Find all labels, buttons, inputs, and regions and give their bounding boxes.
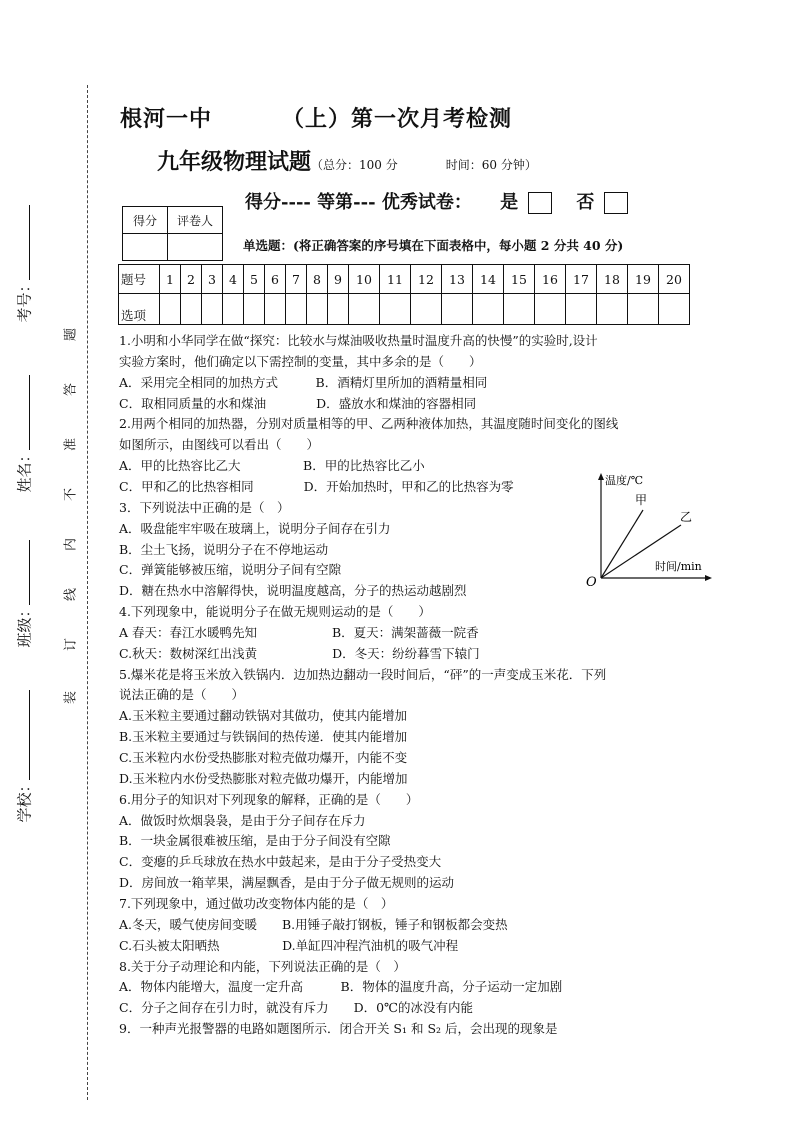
school-underline — [29, 690, 30, 780]
question-line: C.石头被太阳晒热 D.单缸四冲程汽油机的吸气冲程 — [119, 937, 459, 953]
answer-table — [118, 264, 690, 325]
name-underline — [29, 375, 30, 450]
total-score: （总分：100 分 — [311, 158, 398, 172]
question-line: A.冬天，暖气使房间变暖 B.用锤子敲打钢板，锤子和钢板都会变热 — [119, 916, 508, 932]
answer-row-header: 选项 — [119, 294, 160, 325]
question-number-cell: 8 — [307, 265, 328, 294]
yes-label: 是 — [500, 192, 519, 213]
section-title: 单选题：(将正确答案的序号填在下面表格中，每小题 2 分共 40 分) — [243, 238, 624, 253]
question-line: 3．下列说法中正确的是（ ） — [119, 499, 290, 515]
question-line: C．变瘪的乒乓球放在热水中鼓起来，是由于分子受热变大 — [119, 854, 442, 870]
field-name: 姓名： — [15, 447, 34, 493]
question-number-cell: 5 — [244, 265, 265, 294]
exam-name: （上）第一次月考检测 — [282, 106, 513, 132]
x-axis-arrow — [705, 575, 712, 581]
y-axis-arrow — [598, 473, 604, 480]
exam-time: 时间：60 分钟） — [445, 158, 537, 172]
answer-cell[interactable] — [597, 294, 628, 325]
question-line: 9．一种声光报警器的电路如题图所示．闭合开关 S₁ 和 S₂ 后，会出现的现象是 — [119, 1021, 558, 1037]
question-line: C．取相同质量的水和煤油 D．盛放水和煤油的容器相同 — [119, 395, 477, 411]
seal-char: 不 — [63, 488, 79, 502]
answer-cell[interactable] — [504, 294, 535, 325]
question-line: A．采用完全相同的加热方式 B．酒精灯里所加的酒精量相同 — [119, 374, 488, 390]
question-line: D．房间放一箱苹果，满屋飘香，是由于分子做无规则的运动 — [119, 875, 455, 891]
subject-title — [157, 145, 537, 176]
question-line: 6.用分子的知识对下列现象的解释，正确的是（ ） — [119, 791, 419, 807]
question-number-cell: 10 — [349, 265, 380, 294]
origin-label: O — [586, 575, 597, 590]
question-line: 7.下列现象中，通过做功改变物体内能的是（ ） — [119, 895, 394, 911]
answer-cell[interactable] — [202, 294, 223, 325]
question-line: A．甲的比热容比乙大 B．甲的比热容比乙小 — [119, 458, 425, 474]
answer-cell[interactable] — [442, 294, 473, 325]
school-name: 根河一中 — [120, 106, 213, 132]
question-number-cell: 19 — [628, 265, 659, 294]
question-number-cell: 9 — [328, 265, 349, 294]
yes-checkbox[interactable] — [528, 192, 552, 214]
question-line: A．做饭时炊烟袅袅，是由于分子间存在斥力 — [119, 812, 366, 828]
question-line: 如图所示，由图线可以看出（ ） — [119, 437, 320, 453]
series-label-jia: 甲 — [635, 493, 648, 507]
no-checkbox[interactable] — [604, 192, 628, 214]
seal-char: 准 — [63, 438, 79, 452]
question-line: 4.下列现象中，能说明分子在做无规则运动的是（ ） — [119, 604, 431, 620]
temperature-time-graph — [583, 470, 713, 595]
question-number-cell: 6 — [265, 265, 286, 294]
question-line: 说法正确的是（ ） — [119, 687, 245, 703]
y-axis-label: 温度/℃ — [605, 474, 644, 487]
seal-char: 线 — [63, 588, 79, 602]
answer-cell[interactable] — [380, 294, 411, 325]
question-number-cell: 3 — [202, 265, 223, 294]
question-number-cell: 20 — [659, 265, 690, 294]
question-number-cell: 16 — [535, 265, 566, 294]
answer-cell[interactable] — [286, 294, 307, 325]
binding-dashed-line — [87, 85, 88, 1100]
question-line: C．弹簧能够被压缩，说明分子间有空隙 — [119, 562, 342, 578]
answer-cell[interactable] — [535, 294, 566, 325]
question-line: C．分子之间存在引力时，就没有斥力 D．0℃的冰没有内能 — [119, 1000, 474, 1016]
question-line: 8.关于分子动理论和内能，下列说法正确的是（ ） — [119, 958, 406, 974]
question-line: B．一块金属很难被压缩，是由于分子间没有空隙 — [119, 833, 391, 849]
seal-char: 装 — [63, 691, 79, 705]
answer-cell[interactable] — [223, 294, 244, 325]
answer-cell[interactable] — [265, 294, 286, 325]
question-number-cell: 15 — [504, 265, 535, 294]
question-line: D．糖在热水中溶解得快，说明温度越高，分子的热运动越剧烈 — [119, 583, 467, 599]
question-line: 5.爆米花是将玉米放入铁锅内．边加热边翻动一段时间后，“砰”的一声变成玉米花．下列 — [119, 666, 607, 682]
subject-name: 九年级物理试题 — [157, 149, 312, 175]
question-number-cell: 7 — [286, 265, 307, 294]
answer-cell[interactable] — [473, 294, 504, 325]
question-line: C.秋天：数树深红出浅黄 D．冬天：纷纷暮雪下辕门 — [119, 645, 480, 661]
question-number-cell: 12 — [411, 265, 442, 294]
seal-char: 题 — [63, 328, 79, 342]
score-label: 得分---- 等第--- 优秀试卷： — [245, 192, 472, 213]
question-line: B.玉米粒主要通过与铁锅间的热传递．使其内能增加 — [119, 729, 408, 745]
question-number-cell: 18 — [597, 265, 628, 294]
answer-cell[interactable] — [411, 294, 442, 325]
answer-cell[interactable] — [181, 294, 202, 325]
x-axis-label: 时间/min — [655, 560, 702, 573]
field-class: 班级： — [15, 602, 34, 648]
question-number-cell: 13 — [442, 265, 473, 294]
class-underline — [29, 540, 30, 605]
question-number-cell: 4 — [223, 265, 244, 294]
question-line: 实验方案时，他们确定以下需控制的变量，其中多余的是（ ） — [119, 353, 482, 369]
answer-cell[interactable] — [659, 294, 690, 325]
answer-cell[interactable] — [328, 294, 349, 325]
question-line: A．吸盘能牢牢吸在玻璃上，说明分子间存在引力 — [119, 520, 391, 536]
question-number-cell: 2 — [181, 265, 202, 294]
no-label: 否 — [576, 192, 595, 213]
answer-cell[interactable] — [349, 294, 380, 325]
answer-cell[interactable] — [566, 294, 597, 325]
question-line: D.玉米粒内水份受热膨胀对粒壳做功爆开，内能增加 — [119, 770, 408, 786]
answer-cell[interactable] — [307, 294, 328, 325]
seal-char: 内 — [63, 538, 79, 552]
exam-title — [120, 102, 512, 133]
answer-cell[interactable] — [244, 294, 265, 325]
grader-cell[interactable] — [168, 234, 223, 261]
question-line: A 春天：春江水暖鸭先知 B．夏天：满架蔷薇一院香 — [119, 624, 479, 640]
question-line: B．尘土飞扬，说明分子在不停地运动 — [119, 541, 329, 557]
question-line: C．甲和乙的比热容相同 D．开始加热时，甲和乙的比热容为零 — [119, 478, 514, 494]
grader-header: 评卷人 — [168, 207, 223, 234]
score-cell[interactable] — [123, 234, 168, 261]
question-number-cell: 1 — [160, 265, 181, 294]
score-header: 得分 — [123, 207, 168, 234]
question-number-cell: 11 — [380, 265, 411, 294]
question-number-cell: 14 — [473, 265, 504, 294]
question-line: A.玉米粒主要通过翻动铁锅对其做功，使其内能增加 — [119, 708, 408, 724]
question-line: 2.用两个相同的加热器，分别对质量相等的甲、乙两种液体加热，其温度随时间变化的图线 — [119, 416, 619, 432]
field-school: 学校： — [15, 777, 34, 823]
question-line: A．物体内能增大，温度一定升高 B．物体的温度升高，分子运动一定加剧 — [119, 979, 563, 995]
grader-table — [122, 206, 223, 261]
series-line-jia — [601, 510, 643, 578]
question-number-cell: 17 — [566, 265, 597, 294]
question-line: C.玉米粒内水份受热膨胀对粒壳做功爆开，内能不变 — [119, 750, 408, 765]
answer-cell[interactable] — [160, 294, 181, 325]
score-line — [245, 188, 646, 214]
seal-char: 订 — [63, 638, 79, 652]
answer-cell[interactable] — [628, 294, 659, 325]
exam-number-underline — [29, 205, 30, 280]
series-label-yi: 乙 — [680, 510, 693, 524]
question-line: 1.小明和小华同学在做“探究：比较水与煤油吸收热量时温度升高的快慢”的实验时,设计 — [119, 333, 598, 348]
field-exam-number: 考号： — [15, 277, 34, 323]
question-number-header: 题号 — [119, 265, 160, 294]
seal-char: 答 — [63, 383, 79, 397]
